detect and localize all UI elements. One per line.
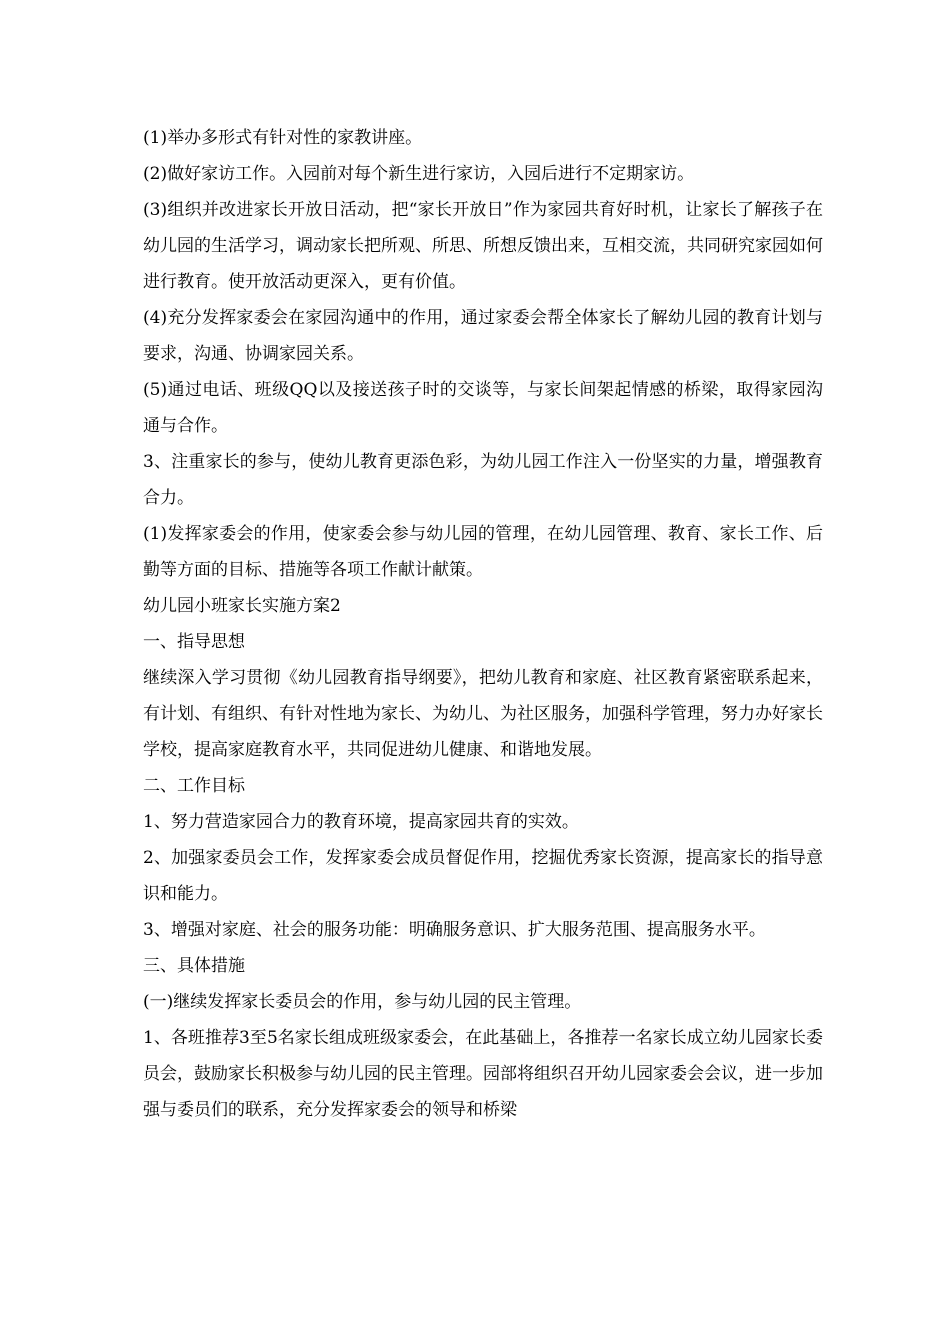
paragraph-parent-participation: 3、注重家长的参与，使幼儿教育更添色彩，为幼儿园工作注入一份坚实的力量，增强教育合力。 xyxy=(143,452,823,508)
paragraph-measure-committee: (一)继续发挥家长委员会的作用，参与幼儿园的民主管理。 xyxy=(143,992,582,1012)
paragraph-committee-role: (1)发挥家委会的作用，使家委会参与幼儿园的管理，在幼儿园管理、教育、家长工作、后勤等方面的目标、措施等各项工作献计献策。 xyxy=(143,524,823,580)
paragraph-open-day: (3)组织并改进家长开放日活动，把“家长开放日”作为家园共育好时机，让家长了解孩子在幼儿园的生活学习，调动家长把所观、所思、所想反馈出来，互相交流，共同研究家园如何进行教育。使开放活动更深入，更有价值。 xyxy=(143,200,823,292)
paragraph-goal-2: 2、加强家委员会工作，发挥家委会成员督促作用，挖掘优秀家长资源，提高家长的指导意识和能力。 xyxy=(143,848,823,904)
paragraph-goal-3: 3、增强对家庭、社会的服务功能：明确服务意识、扩大服务范围、提高服务水平。 xyxy=(143,920,766,940)
heading-specific-measures: 三、具体措施 xyxy=(143,956,245,976)
document-body xyxy=(143,120,823,1128)
paragraph-goal-1: 1、努力营造家园合力的教育环境，提高家园共育的实效。 xyxy=(143,812,579,832)
heading-work-goals: 二、工作目标 xyxy=(143,776,245,796)
paragraph-guiding-thought: 继续深入学习贯彻《幼儿园教育指导纲要》，把幼儿教育和家庭、社区教育紧密联系起来，有计划、有组织、有针对性地为家长、为幼儿、为社区服务，加强科学管理，努力办好家长学校，提高家庭教育水平，共同促进幼儿健康、和谐地发展。 xyxy=(143,668,823,760)
section-title-plan-2: 幼儿园小班家长实施方案2 xyxy=(143,596,341,616)
paragraph-committee-communication: (4)充分发挥家委会在家园沟通中的作用，通过家委会帮全体家长了解幼儿园的教育计划与要求，沟通、协调家园关系。 xyxy=(143,308,823,364)
paragraph-measure-1: (1)举办多形式有针对性的家教讲座。 xyxy=(143,128,423,148)
heading-guiding-thought: 一、指导思想 xyxy=(143,632,245,652)
paragraph-home-visit: (2)做好家访工作。入园前对每个新生进行家访，入园后进行不定期家访。 xyxy=(143,164,695,184)
paragraph-class-committee: 1、各班推荐3至5名家长组成班级家委会，在此基础上，各推荐一名家长成立幼儿园家长委员会，鼓励家长积极参与幼儿园的民主管理。园部将组织召开幼儿园家委会会议，进一步加强与委员们的联系，充分发挥家委会的领导和桥梁 xyxy=(143,1028,823,1120)
paragraph-phone-qq: (5)通过电话、班级QQ以及接送孩子时的交谈等，与家长间架起情感的桥梁，取得家园沟通与合作。 xyxy=(143,380,823,436)
